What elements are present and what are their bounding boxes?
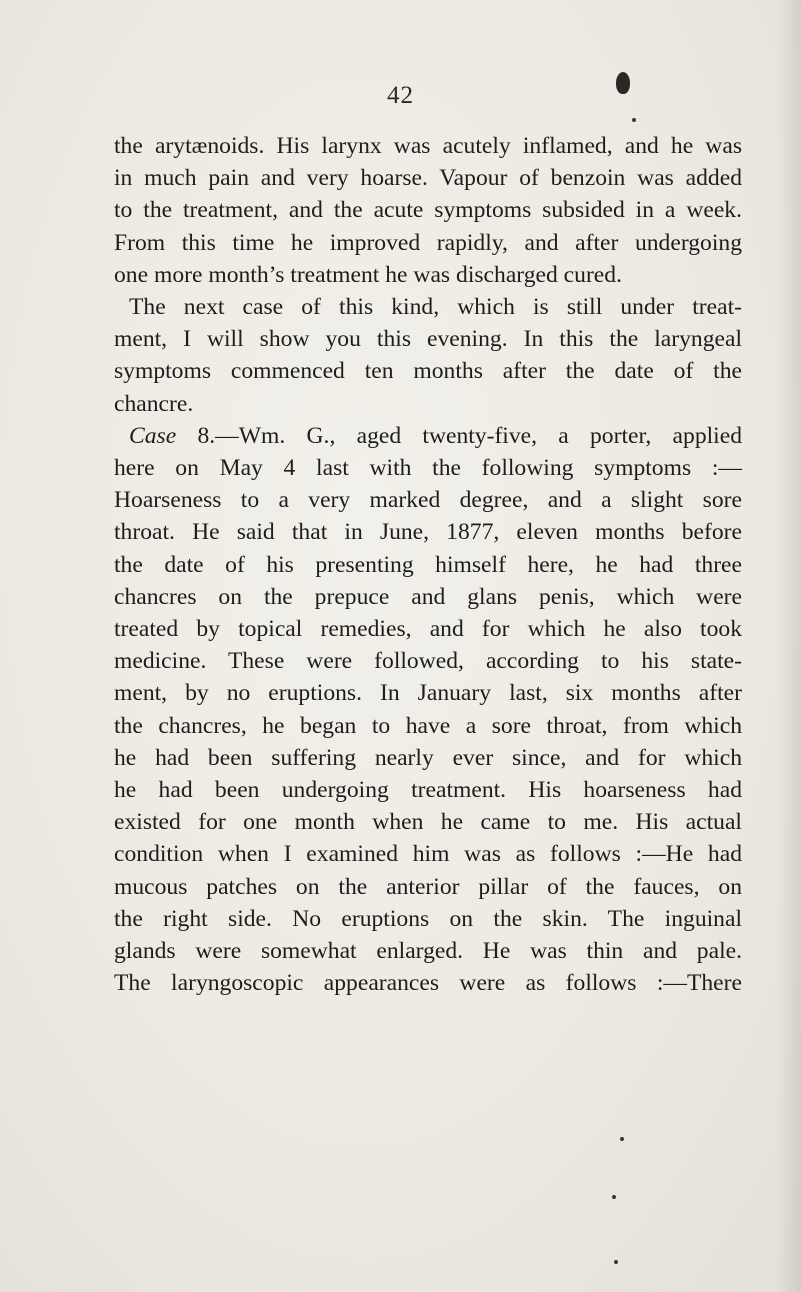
text-line: the arytænoids. His larynx was acutely inflamed, and he was — [114, 133, 742, 159]
text-line: in much pain and very hoarse. Vapour of benzoin was added — [114, 165, 742, 192]
text-line: to the treatment, and the acute symptoms subsided in a week. — [114, 197, 742, 224]
text-line: existed for one month when he came to me. His actual — [114, 809, 742, 836]
text-line: ment, by no eruptions. In January last, six months after — [114, 680, 742, 707]
text-line: throat. He said that in June, 1877, eleven months before — [114, 519, 742, 546]
text-line: here on May 4 last with the following symptoms :— — [114, 455, 742, 482]
text-line: the right side. No eruptions on the skin. The inguinal — [114, 905, 742, 932]
text-line: the chancres, he began to have a sore throat, from which — [114, 712, 742, 739]
ink-speck — [614, 1260, 618, 1264]
text-line: condition when I examined him was as follows :—He had — [114, 841, 742, 868]
text-line: From this time he improved rapidly, and after undergoing — [114, 229, 742, 256]
ink-speck — [620, 1137, 624, 1141]
ink-speck — [612, 1195, 616, 1199]
text-line: he had been undergoing treatment. His hoarseness had — [114, 777, 742, 804]
text-line: The laryngoscopic appearances were as follows :—There — [114, 970, 742, 997]
text-line: one more month’s treatment he was discharged cured. — [114, 261, 622, 288]
text-line: ment, I will show you this evening. In this the laryngeal — [114, 326, 742, 353]
page-edge-shadow — [777, 0, 801, 1292]
page-number: 42 — [387, 82, 414, 109]
text-line: mucous patches on the anterior pillar of the fauces, on — [114, 873, 742, 900]
case-label: Case — [129, 422, 177, 449]
ink-speck — [632, 118, 636, 122]
text-line: he had been suffering nearly ever since, and for which — [114, 744, 742, 771]
case-heading-text: 8.—Wm. G., aged twenty-five, a porter, applied — [176, 422, 742, 449]
text-line: chancres on the prepuce and glans penis, which were — [114, 583, 742, 610]
text-line: treated by topical remedies, and for which he also took — [114, 616, 742, 643]
text-line: chancre. — [114, 390, 194, 417]
text-line: glands were somewhat enlarged. He was thin and pale. — [114, 938, 742, 965]
text-line: medicine. These were followed, according to his state- — [114, 648, 742, 675]
text-line: The next case of this kind, which is still under treat- — [129, 294, 742, 321]
ink-blot — [616, 72, 630, 94]
text-line: the date of his presenting himself here, he had three — [114, 551, 742, 578]
text-line: Hoarseness to a very marked degree, and a slight sore — [114, 487, 742, 514]
text-line: symptoms commenced ten months after the date of the — [114, 358, 742, 385]
body-text — [114, 130, 742, 999]
case-heading-line — [114, 420, 742, 452]
